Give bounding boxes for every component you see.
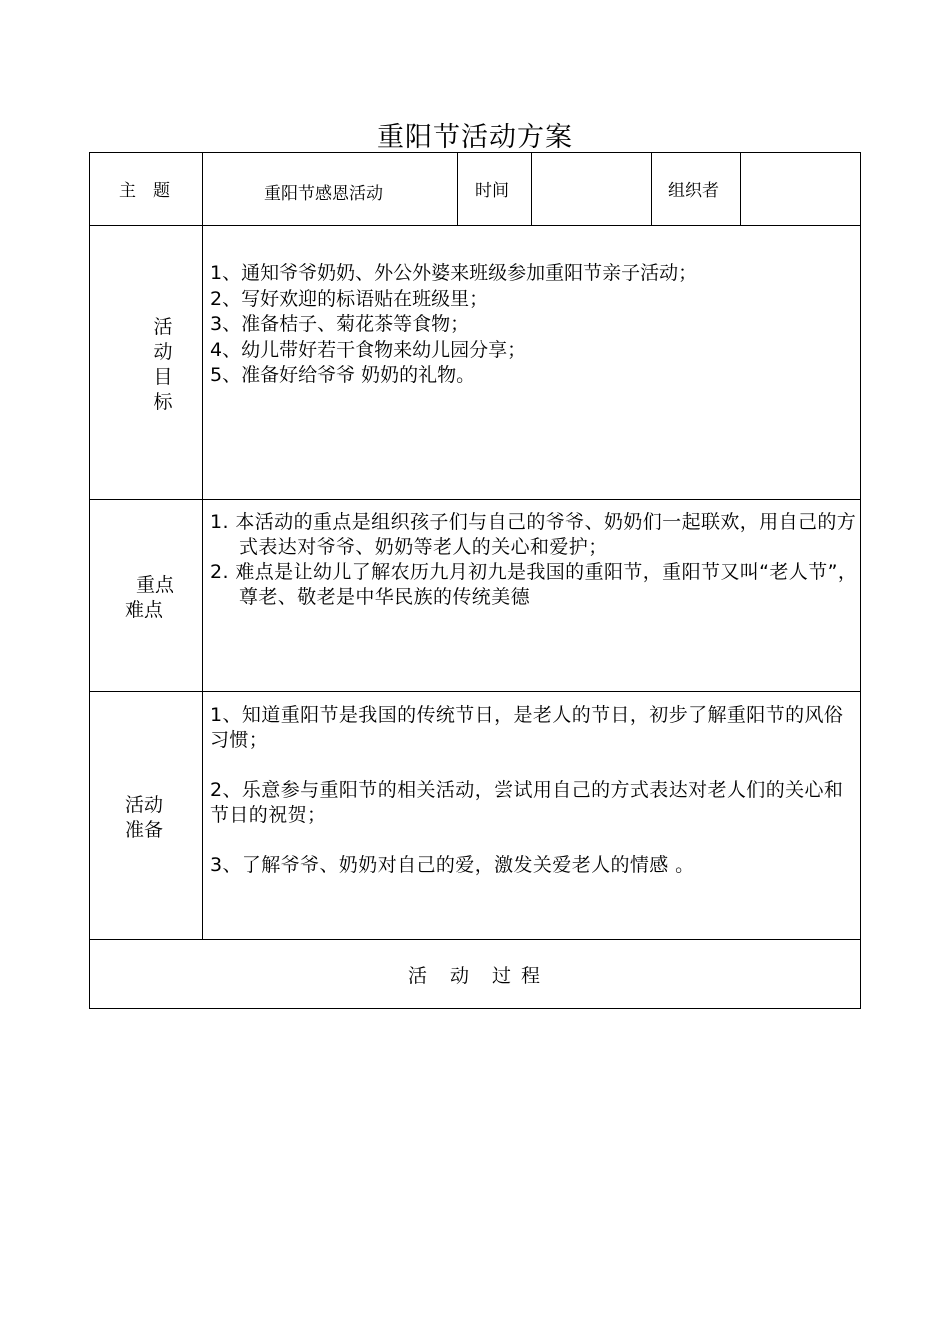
row-divider	[90, 225, 860, 226]
goals-list	[210, 261, 697, 389]
row-divider	[90, 499, 860, 500]
preparation-label-line1: 活动	[125, 794, 164, 816]
column-divider	[651, 153, 652, 225]
list-item: 1、通知爷爷奶奶、外公外婆来班级参加重阳节亲子活动；	[210, 262, 698, 284]
column-divider	[457, 153, 458, 225]
key-points-label-line2: 难点	[125, 599, 164, 621]
list-item: 2、写好欢迎的标语贴在班级里；	[210, 287, 489, 310]
organizer-label: 组织者	[668, 181, 719, 201]
theme-label: 主 题	[119, 181, 170, 201]
theme-value: 重阳节感恩活动	[264, 184, 383, 204]
key-points-content	[210, 510, 858, 610]
list-item: 5、准备好给爷爷 奶奶的礼物。	[210, 364, 476, 386]
list-item: 2、乐意参与重阳节的相关活动，尝试用自己的方式表达对老人们的关心和节日的祝贺；	[210, 779, 844, 826]
preparation-content	[210, 703, 858, 878]
document-title: 重阳节活动方案	[377, 122, 573, 153]
process-heading: 活 动 过 程	[407, 965, 543, 987]
key-points-label-line1: 重点	[136, 574, 175, 596]
plan-table	[89, 152, 861, 1009]
time-label: 时间	[475, 181, 509, 201]
row-divider	[90, 691, 860, 692]
list-item: 1、知道重阳节是我国的传统节日，是老人的节日，初步了解重阳节的风俗习惯；	[210, 704, 844, 751]
goals-label: 活 动 目 标	[153, 316, 173, 413]
list-item: 4、幼儿带好若干食物来幼儿园分享；	[210, 338, 527, 361]
list-item: 3、准备桔子、菊花茶等食物；	[210, 313, 470, 335]
list-item: 3、了解爷爷、奶奶对自己的爱，激发关爱老人的情感 。	[210, 854, 695, 876]
column-divider	[202, 153, 203, 939]
row-divider	[90, 939, 860, 940]
list-item: 1. 本活动的重点是组织孩子们与自己的爷爷、奶奶们一起联欢，用自己的方式表达对爷爷、奶奶等老人的关心和爱护；	[210, 511, 857, 558]
column-divider	[531, 153, 532, 225]
column-divider	[740, 153, 741, 225]
preparation-label-line2: 准备	[125, 819, 164, 841]
list-item: 2. 难点是让幼儿了解农历九月初九是我国的重阳节，重阳节又叫“老人节”，尊老、敬老是中华民族的传统美德	[210, 561, 858, 608]
